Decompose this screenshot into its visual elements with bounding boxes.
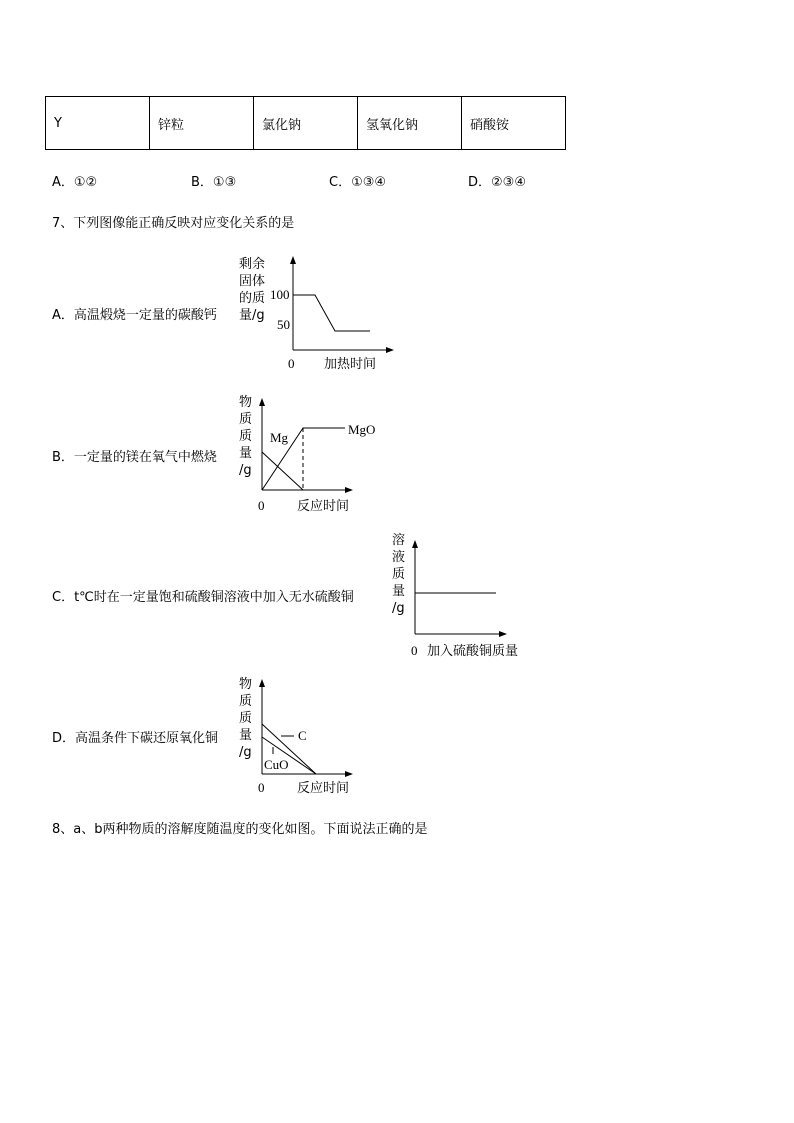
graph-c [404, 534, 554, 664]
choice-c: C．①③④ [329, 175, 387, 190]
origin-label: 0 [288, 356, 295, 371]
y-axis-arrow [259, 398, 265, 406]
ylabel-line: 量 [239, 446, 253, 461]
x-axis-label: 反应时间 [297, 781, 350, 796]
y-axis-arrow [290, 256, 296, 264]
x-axis-label: 加入硫酸铜质量 [427, 644, 519, 659]
mgo-label: MgO [348, 422, 376, 437]
table-cell: 锌粒 [150, 97, 254, 150]
ylabel-line: 固体 [239, 274, 266, 289]
graph-a [260, 250, 400, 380]
ylabel-line: 质 [239, 694, 253, 709]
graph-d [250, 674, 400, 804]
choice-a: A．①② [52, 175, 98, 190]
ylabel-line: 的质 [239, 291, 266, 306]
ylabel-line: 质 [392, 567, 406, 582]
origin-label: 0 [411, 643, 418, 658]
x-axis-arrow [345, 771, 353, 777]
x-axis-arrow [386, 347, 394, 353]
ylabel-line: 量 [239, 728, 253, 743]
y-axis-arrow [259, 679, 265, 687]
ylabel-line: /g [239, 463, 252, 478]
graph-b [250, 392, 400, 522]
ylabel-line: 质 [239, 429, 253, 444]
x-axis-arrow [345, 487, 353, 493]
ylabel-line: 物 [239, 395, 253, 410]
c-label: C [298, 728, 307, 743]
table-cell: 氯化钠 [254, 97, 358, 150]
ylabel-line: 量 [392, 584, 406, 599]
table-cell: 硝酸铵 [462, 97, 566, 150]
origin-label: 0 [258, 780, 265, 795]
option-a-text: A．高温煅烧一定量的碳酸钙 [52, 308, 217, 323]
ylabel-line: /g [392, 601, 405, 616]
x-axis-label: 反应时间 [297, 499, 350, 514]
table-cell: Y [46, 97, 150, 150]
table-cell: 氢氧化钠 [358, 97, 462, 150]
table-row [46, 97, 566, 150]
ylabel-line: 质 [239, 412, 253, 427]
ytick-100: 100 [270, 287, 290, 302]
x-axis-arrow [499, 631, 507, 637]
y-axis-arrow [412, 540, 418, 548]
ylabel-line: 质 [239, 711, 253, 726]
option-d-text: D．高温条件下碳还原氧化铜 [52, 731, 219, 746]
x-axis-label: 加热时间 [324, 357, 377, 372]
question-8-stem: 8、a、b两种物质的溶解度随温度的变化如图。下面说法正确的是 [52, 822, 428, 837]
ylabel-line: 剩余 [239, 257, 266, 272]
ylabel-line: 物 [239, 677, 253, 692]
ytick-50: 50 [277, 317, 290, 332]
option-b-text: B．一定量的镁在氧气中燃烧 [52, 450, 217, 465]
mg-line [262, 452, 303, 490]
option-c-text: C．t℃时在一定量饱和硫酸铜溶液中加入无水硫酸铜 [52, 590, 354, 605]
choice-b: B．①③ [191, 175, 237, 190]
origin-label: 0 [258, 498, 265, 513]
ylabel-line: 量/g [239, 308, 265, 323]
mg-label: Mg [270, 430, 289, 445]
question-7-stem: 7、下列图像能正确反映对应变化关系的是 [52, 216, 295, 231]
mass-line [293, 295, 370, 331]
options-table [45, 96, 566, 150]
ylabel-line: /g [239, 745, 252, 760]
choice-d: D．②③④ [468, 175, 526, 190]
ylabel-line: 溶 [392, 533, 406, 548]
cuo-label: CuO [264, 757, 289, 772]
ylabel-line: 液 [392, 550, 406, 565]
